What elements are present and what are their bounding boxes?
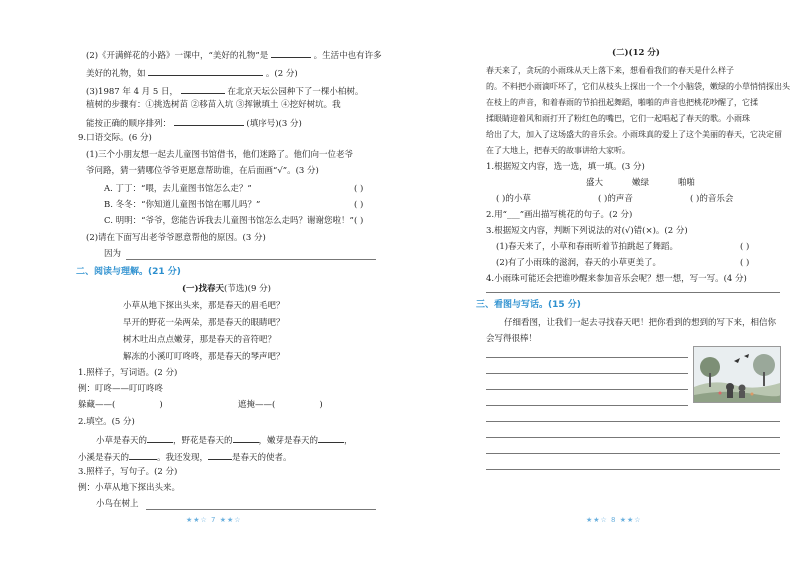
spring-scene-drawing (694, 347, 780, 402)
answer-paren[interactable]: ( ) (354, 184, 364, 194)
right-q1: 1.根据短文内容，选一选，填一填。(3 分) (486, 162, 645, 172)
answer-paren[interactable]: ( ) (354, 200, 364, 210)
q9-2-answer-label: 因为 (104, 249, 122, 259)
close-paren: ) (319, 400, 323, 410)
reading-q2-line2 (78, 450, 292, 464)
q9-1-line1: (1)三个小朋友想一起去儿童图书馆借书，他们迷路了。他们向一位老爷 (86, 150, 354, 160)
answer-blank[interactable] (271, 48, 311, 58)
fill-phrase-2[interactable]: ( )的声音 (598, 194, 633, 204)
right-q3-1: (1)春天来了，小草和春雨听着节拍跳起了舞蹈。 (496, 242, 679, 252)
answer-blank[interactable] (233, 433, 259, 443)
answer-blank[interactable] (174, 116, 244, 126)
fill-text: 。我还发现， (157, 453, 209, 463)
word-choice: 嫩绿 (632, 178, 650, 188)
close-paren: ) (159, 400, 163, 410)
fill-phrase-3[interactable]: ( )的音乐会 (690, 194, 734, 204)
writing-line[interactable] (486, 405, 688, 406)
writing-line[interactable] (486, 357, 688, 358)
passage-line: 给出了大，加入了这场盛大的音乐会。小雨珠真的爱上了这个美丽的春天，它决定留 (486, 130, 782, 139)
word1-prompt: 躲藏——( (78, 400, 116, 410)
spring-illustration (693, 346, 781, 403)
q9-option-b: B. 冬冬：“你知道儿童图书馆在哪儿吗？” (104, 200, 261, 210)
poem-line: 解冻的小溪叮叮咚咚，那是春天的琴声吧？ (123, 352, 285, 362)
q3-text-end: 在北京天坛公园种下了一棵小柏树。 (227, 87, 364, 97)
reading-q2: 2.填空。(5 分) (78, 417, 135, 427)
reading-q3-example: 例：小草从地下探出头来。 (78, 483, 181, 493)
fill-text: ， (344, 436, 353, 446)
reading-q2-line1 (96, 433, 353, 447)
poem-line: 早开的野花一朵两朵，那是春天的眼睛吧？ (123, 318, 285, 328)
writing-line[interactable] (486, 421, 780, 422)
fill-text: 小溪是春天的 (78, 453, 130, 463)
page-number-footer: ★★☆ 8 ★★☆ (586, 516, 642, 524)
reading-q1-example: 例：叮咚——叮叮咚咚 (78, 384, 164, 394)
reading1-heading (182, 284, 271, 295)
writing-line[interactable] (486, 469, 780, 470)
q2-text2: 美好的礼物，如 (86, 69, 146, 79)
q9-option-a: A. 丁丁：“喂，去儿童图书馆怎么走？” (104, 184, 252, 194)
q3-text3: 能按正确的顺序排列： (86, 119, 172, 129)
reading-q1-word2 (238, 400, 323, 411)
answer-blank[interactable] (147, 433, 173, 443)
q3-line2: 植树的步骤有：①挑选树苗 ②移苗入坑 ③挥锹填土 ④挖好树坑。我 (86, 100, 341, 110)
writing-line[interactable] (486, 437, 780, 438)
writing-line[interactable] (486, 453, 780, 454)
section-3-heading (476, 300, 581, 311)
section-3-title: 三、看图与写话。(15 分) (476, 300, 581, 310)
passage-line: 春天来了，贪玩的小雨珠从天上落下来，想看看我们的春天是什么样子 (486, 66, 734, 75)
answer-paren[interactable]: ( ) (740, 242, 750, 252)
word2-prompt: 遮掩——( (238, 400, 276, 410)
reading2-title: (二)(12 分) (612, 48, 660, 58)
reading-q3: 3.照样子，写句子。(2 分) (78, 467, 178, 477)
reading1-title-note: (节选)(9 分) (224, 284, 271, 294)
right-q3: 3.根据短文内容，判断下列说法的对(√)错(×)。(2 分) (486, 226, 688, 236)
fill-text: 小草是春天的 (96, 436, 148, 446)
answer-blank[interactable] (208, 450, 232, 460)
answer-line[interactable] (126, 259, 376, 260)
answer-paren[interactable]: ( ) (740, 258, 750, 268)
section-2-heading (76, 267, 181, 278)
q2-text-end: 。生活中也有许多 (313, 51, 382, 61)
writing-line[interactable] (486, 389, 688, 390)
answer-blank[interactable] (129, 450, 157, 460)
word-choice: 啪啪 (678, 178, 696, 188)
q3-line1 (86, 84, 363, 98)
right-q4: 4.小雨珠可能还会把谁吵醒来参加音乐会呢？想一想，写一写。(4 分) (486, 274, 747, 284)
q9-2: (2)请在下面写出老爷爷愿意帮他的原因。(3 分) (86, 233, 266, 243)
answer-paren[interactable]: ( ) (354, 216, 364, 226)
section-2-title: 二、阅读与理解。(21 分) (76, 267, 181, 277)
fill-text: 是春天的使者。 (232, 453, 292, 463)
q3-text3-end: (填序号)(3 分) (246, 119, 302, 129)
page-number-footer: ★★☆ 7 ★★☆ (186, 516, 242, 524)
q2-text2-end: 。(2 分) (265, 69, 298, 79)
q3-line3 (86, 116, 302, 130)
section-3-instruction-1: 仔细看图，让我们一起去寻找春天吧！把你看到的想到的写下来，相信你 (504, 318, 777, 328)
answer-blank[interactable] (148, 66, 263, 76)
reading-q1: 1.照样子，写词语。(2 分) (78, 368, 178, 378)
answer-blank[interactable] (318, 433, 344, 443)
word-choice: 盛大 (586, 178, 604, 188)
passage-line: 的。不料把小雨滴吓坏了，它们从枝头上探出一个一个小脑袋，嫩绿的小草悄悄探出头 (486, 82, 790, 91)
section-3-instruction-2: 会写得很棒！ (486, 334, 538, 344)
q2-text: (2)《开满鲜花的小路》一课中，“美好的礼物”是 (86, 51, 269, 61)
poem-line: 小草从地下探出头来，那是春天的眉毛吧？ (123, 301, 285, 311)
writing-line[interactable] (486, 373, 688, 374)
fill-text: ，嫩芽是春天的 (258, 436, 319, 446)
reading1-title: (一)找春天 (182, 284, 225, 294)
fill-text: ，野花是春天的 (173, 436, 233, 446)
answer-line[interactable] (146, 509, 376, 510)
q9-option-c: C. 明明：“爷爷，您能告诉我去儿童图书馆怎么走吗？谢谢您啦！” (104, 216, 354, 226)
q9-1-line2: 爷问路，猜一猜哪位爷爷更愿意帮助谁，在后面画“√”。(3 分) (86, 166, 319, 176)
poem-line: 树木吐出点点嫩芽，那是春天的音符吧？ (123, 335, 277, 345)
passage-line: 在了大地上，把春天的故事讲给大家听。 (486, 146, 630, 155)
passage-line: 揉眼睛迎着风和雨打开了粉红色的嘴巴，它们一起唱起了春天的歌。小雨珠 (486, 114, 750, 123)
fill-phrase-1[interactable]: ( )的小草 (496, 194, 531, 204)
answer-line[interactable] (486, 292, 780, 293)
right-page (400, 0, 800, 565)
right-q3-2: (2)有了小雨珠的滋润，春天的小草更美了。 (496, 258, 662, 268)
q3-text: (3)1987 年 4 月 5 日， (86, 87, 178, 97)
right-q2: 2.用“___”画出描写桃花的句子。(2 分) (486, 210, 633, 220)
q2-line2 (86, 66, 298, 80)
reading-q3-prompt: 小鸟在树上 (96, 499, 139, 509)
q2-line1 (86, 48, 382, 62)
reading-q1-word1 (78, 400, 163, 411)
q9-title: 9.口语交际。(6 分) (78, 133, 152, 143)
passage-line: 在枝上的声音，和着春雨的节拍扭起舞蹈，啪啪的声音也把桃花吵醒了，它揉 (486, 98, 758, 107)
answer-blank[interactable] (181, 84, 225, 94)
